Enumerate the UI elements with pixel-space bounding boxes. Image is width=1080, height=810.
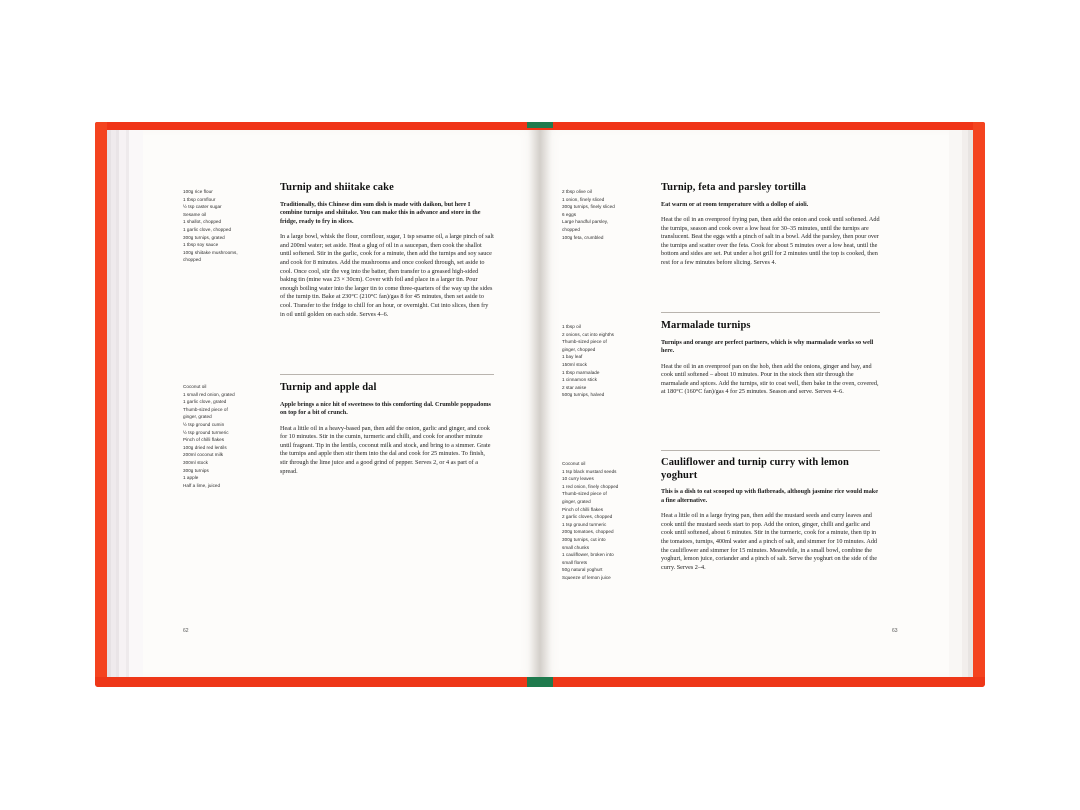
page-number-right: 63 [892, 628, 898, 634]
ingredients-list-turnip-shiitake-cake [183, 188, 259, 264]
spine-accent-top [527, 122, 553, 128]
recipe-title: Cauliflower and turnip curry with lemon yoghurt [661, 457, 849, 481]
ingredient-item: 2 onions, cut into eighths [562, 331, 615, 337]
ingredient-item: 500g turnips, halved [562, 392, 605, 398]
ingredients-list-turnip-feta-parsley-tortilla [562, 188, 650, 241]
ingredient-item: 1 shallot, chopped [183, 219, 222, 225]
recipe-intro: This is a dish to eat scooped up with flatbreads, although jasmine rice would make a fine alternative. [661, 488, 878, 504]
ingredient-item: 1 garlic clove, grated [183, 399, 227, 405]
ingredient-item: 1 onion, finely sliced [562, 196, 605, 202]
book-cover-left-edge [95, 122, 107, 687]
ingredient-item: 10 curry leaves [562, 476, 594, 482]
ingredients-list-cauliflower-turnip-curry [562, 460, 650, 582]
open-book [95, 122, 985, 687]
recipe-cauliflower-turnip-curry [661, 457, 880, 578]
ingredient-item: 1 tbsp oil [562, 324, 581, 329]
ingredient-item: Thumb-sized piece of [183, 406, 228, 412]
ingredient-item: 1 tbsp marmalade [562, 369, 600, 375]
ingredient-item: 6 eggs [562, 211, 577, 217]
ingredient-item: 200g tomatoes, chopped [562, 529, 614, 535]
ingredient-item: ½ tsp caster sugar [183, 204, 222, 210]
ingredient-item: 1 tsp ground turmeric [562, 521, 607, 527]
ingredient-item: 2 star anise [562, 384, 587, 390]
recipe-method-paragraph: Heat a little oil in a large frying pan, then add the mustard seeds and curry leaves and cook until the mustard seeds start to pop. Add the onion, ginger, chilli and garlic and cook until softened, about 6 minutes. Stir in the turmeric, cook for a minute, then tip in the tomatoes, turnips, 400ml water and a pinch of salt, and simmer for 10 minutes. Add the cauliflower and simmer for 15 minutes. Meanwhile, in a small bowl, combine the yoghurt, lemon juice, coriander and a pinch of salt. Serve the yoghurt on the side of the curry. Serves 2–4. [661, 512, 878, 571]
book-cover-right-edge [973, 122, 985, 687]
ingredient-item: 1 tbsp cornflour [183, 196, 216, 202]
right-page [540, 130, 949, 677]
ingredient-item: Pinch of chilli flakes [562, 506, 604, 512]
ingredient-item: ginger, chopped [562, 346, 596, 352]
ingredient-item: small florets [562, 559, 588, 565]
page-spread [107, 130, 973, 677]
ingredients-list-marmalade-turnips [562, 323, 650, 399]
ingredient-item: 100g feta, crumbled [562, 234, 604, 240]
recipe-turnip-shiitake-cake [280, 182, 494, 325]
ingredient-item: 2 tbsp olive oil [562, 189, 592, 194]
ingredient-item: Large handful parsley, [562, 219, 609, 225]
ingredient-item: 1 garlic clove, chopped [183, 226, 232, 232]
ingredient-item: 1 small red onion, grated [183, 391, 235, 397]
ingredient-item: chopped [562, 226, 580, 232]
left-page [143, 130, 540, 677]
recipe-title: Turnip, feta and parsley tortilla [661, 182, 807, 193]
recipe-intro: Turnips and orange are perfect partners, which is why marmalade works so well here. [661, 338, 874, 355]
ingredients-list-turnip-apple-dal [183, 383, 259, 489]
ingredient-item: 1 cinnamon stick [562, 377, 597, 383]
ingredient-item: 1 cauliflower, broken into [562, 552, 614, 558]
spine-accent-bottom [527, 677, 553, 687]
recipe-method-paragraph: Heat a little oil in a heavy-based pan, then add the onion, garlic and ginger, and cook for 10 minutes. Stir in the cumin, turmeric and chilli, and cook for another minute until fragrant. Tip in the lentils, coconut milk and stock, and bring to a simmer. Grate the turnips and apple then stir them into the dal and cook for 25 minutes. To finish, stir through the lime juice and a good grind of pepper. Serves 2, or 4 as part of a spread. [280, 424, 491, 475]
ingredient-item: 1 tsp black mustard seeds [562, 468, 617, 474]
ingredient-item: 2 garlic cloves, chopped [562, 514, 613, 520]
ingredient-item: small chunks [562, 544, 590, 550]
ingredient-item: Thumb-sized piece of [562, 339, 607, 345]
page-number-left: 62 [183, 628, 189, 634]
ingredient-item: 1 bay leaf [562, 354, 583, 360]
ingredient-item: Half a lime, juiced [183, 482, 221, 488]
ingredient-item: 100g dried red lentils [183, 444, 227, 450]
recipe-method-paragraph: In a large bowl, whisk the flour, cornflour, sugar, 1 tsp sesame oil, a large pinch of salt and 200ml water; set aside. Heat a glug of oil in a saucepan, then cook the shallot until softened. Stir in the garlic, cook for a minute, then add the turnips and soy sauce and cook for 8 minutes. Add the mushrooms and once cooked through, set aside to cool. Once cool, stir the veg into the batter, then transfer to a greased high-sided baking tin (mine was 23 × 30cm). Cover with foil and place in a larger tin. Pour enough boiling water into the larger tin to come three-quarters of the way up the sides of the turnip tin. Bake at 230°C (210°C fan)/gas 8 for 45 minutes, then set aside to cool. Transfer to the fridge to chill for an hour, or overnight. Cut into slices, then fry in oil until golden on each side. Serves 4–6. [280, 233, 494, 318]
ingredient-item: 150ml stock [562, 361, 588, 367]
recipe-title: Turnip and shiitake cake [280, 182, 394, 193]
recipe-intro: Traditionally, this Chinese dim sum dish is made with daikon, but here I combine turnips and shiitake. You can make this in advance and store in the fridge, ready to fry in slices. [280, 200, 481, 225]
ingredient-item: 100g rice flour [183, 189, 213, 194]
recipe-intro: Eat warm or at room temperature with a dollop of aioli. [661, 200, 809, 208]
recipe-turnip-feta-parsley-tortilla [661, 182, 880, 274]
section-divider [661, 450, 880, 451]
ingredient-item: Squeeze of lemon juice [562, 574, 611, 580]
recipe-method-paragraph: Heat the oil in an ovenproof frying pan, then add the onion and cook until softened. Add the turnips, season and cook over a low heat for 30–35 minutes, until the turnips are translucent. Beat the eggs with a pinch of salt in a bowl. Add the parsley, then pour over the turnips and scatter over the feta. Cook for about 5 minutes over a low heat, until the bottom and sides are set. Put under a hot grill for 2 minutes until the top is cooked, then rest for a few minutes before slicing. Serves 4. [661, 216, 880, 267]
ingredient-item: Thumb-sized piece of [562, 491, 607, 497]
ingredient-item: 1 red onion, finely chopped [562, 483, 619, 489]
ingredient-item: 300ml stock [183, 459, 209, 465]
ingredient-item: ginger, grated [562, 498, 591, 504]
ingredient-item: ½ tsp ground turmeric [183, 429, 229, 435]
page-edges-left [107, 130, 143, 677]
ingredient-item: 300g turnips, grated [183, 234, 225, 240]
ingredient-item: ½ tsp ground cumin [183, 421, 225, 427]
ingredient-item: 1 apple [183, 475, 199, 481]
ingredient-item: Pinch of chilli flakes [183, 437, 225, 443]
recipe-turnip-apple-dal [280, 382, 494, 482]
section-divider [661, 312, 880, 313]
ingredient-item: Sesame oil [183, 211, 207, 217]
ingredient-item: ginger, grated [183, 414, 212, 420]
recipe-title: Marmalade turnips [661, 320, 751, 331]
ingredient-item: 200ml coconut milk [183, 452, 224, 458]
ingredient-item: Coconut oil [562, 461, 586, 466]
ingredient-item: 300g turnips [183, 467, 209, 473]
recipe-method-paragraph: Heat the oil in an ovenproof pan on the hob, then add the onions, ginger and bay, and cook until softened – about 10 minutes. Pour in the stock then stir through the marmalade and spices. Add the turnips, stir to coat well, then bake in the oven, covered, at 180°C (160°C fan)/gas 4 for 25 minutes. Season and serve. Serves 4–6. [661, 362, 879, 396]
recipe-title: Turnip and apple dal [280, 382, 377, 393]
ingredient-item: 300g turnips, cut into [562, 536, 606, 542]
page-edges-right [949, 130, 973, 677]
ingredient-item: chopped [183, 257, 201, 263]
ingredient-item: 100g shiitake mushrooms, [183, 249, 238, 255]
ingredient-item: 1 tbsp soy sauce [183, 242, 219, 248]
recipe-intro: Apple brings a nice hit of sweetness to this comforting dal. Crumble poppadoms on top for a bit of crunch. [280, 400, 491, 417]
recipe-marmalade-turnips [661, 320, 880, 403]
section-divider [280, 374, 494, 375]
ingredient-item: 300g turnips, finely sliced [562, 204, 615, 210]
ingredient-item: 50g natural yoghurt [562, 567, 603, 573]
ingredient-item: Coconut oil [183, 384, 207, 389]
